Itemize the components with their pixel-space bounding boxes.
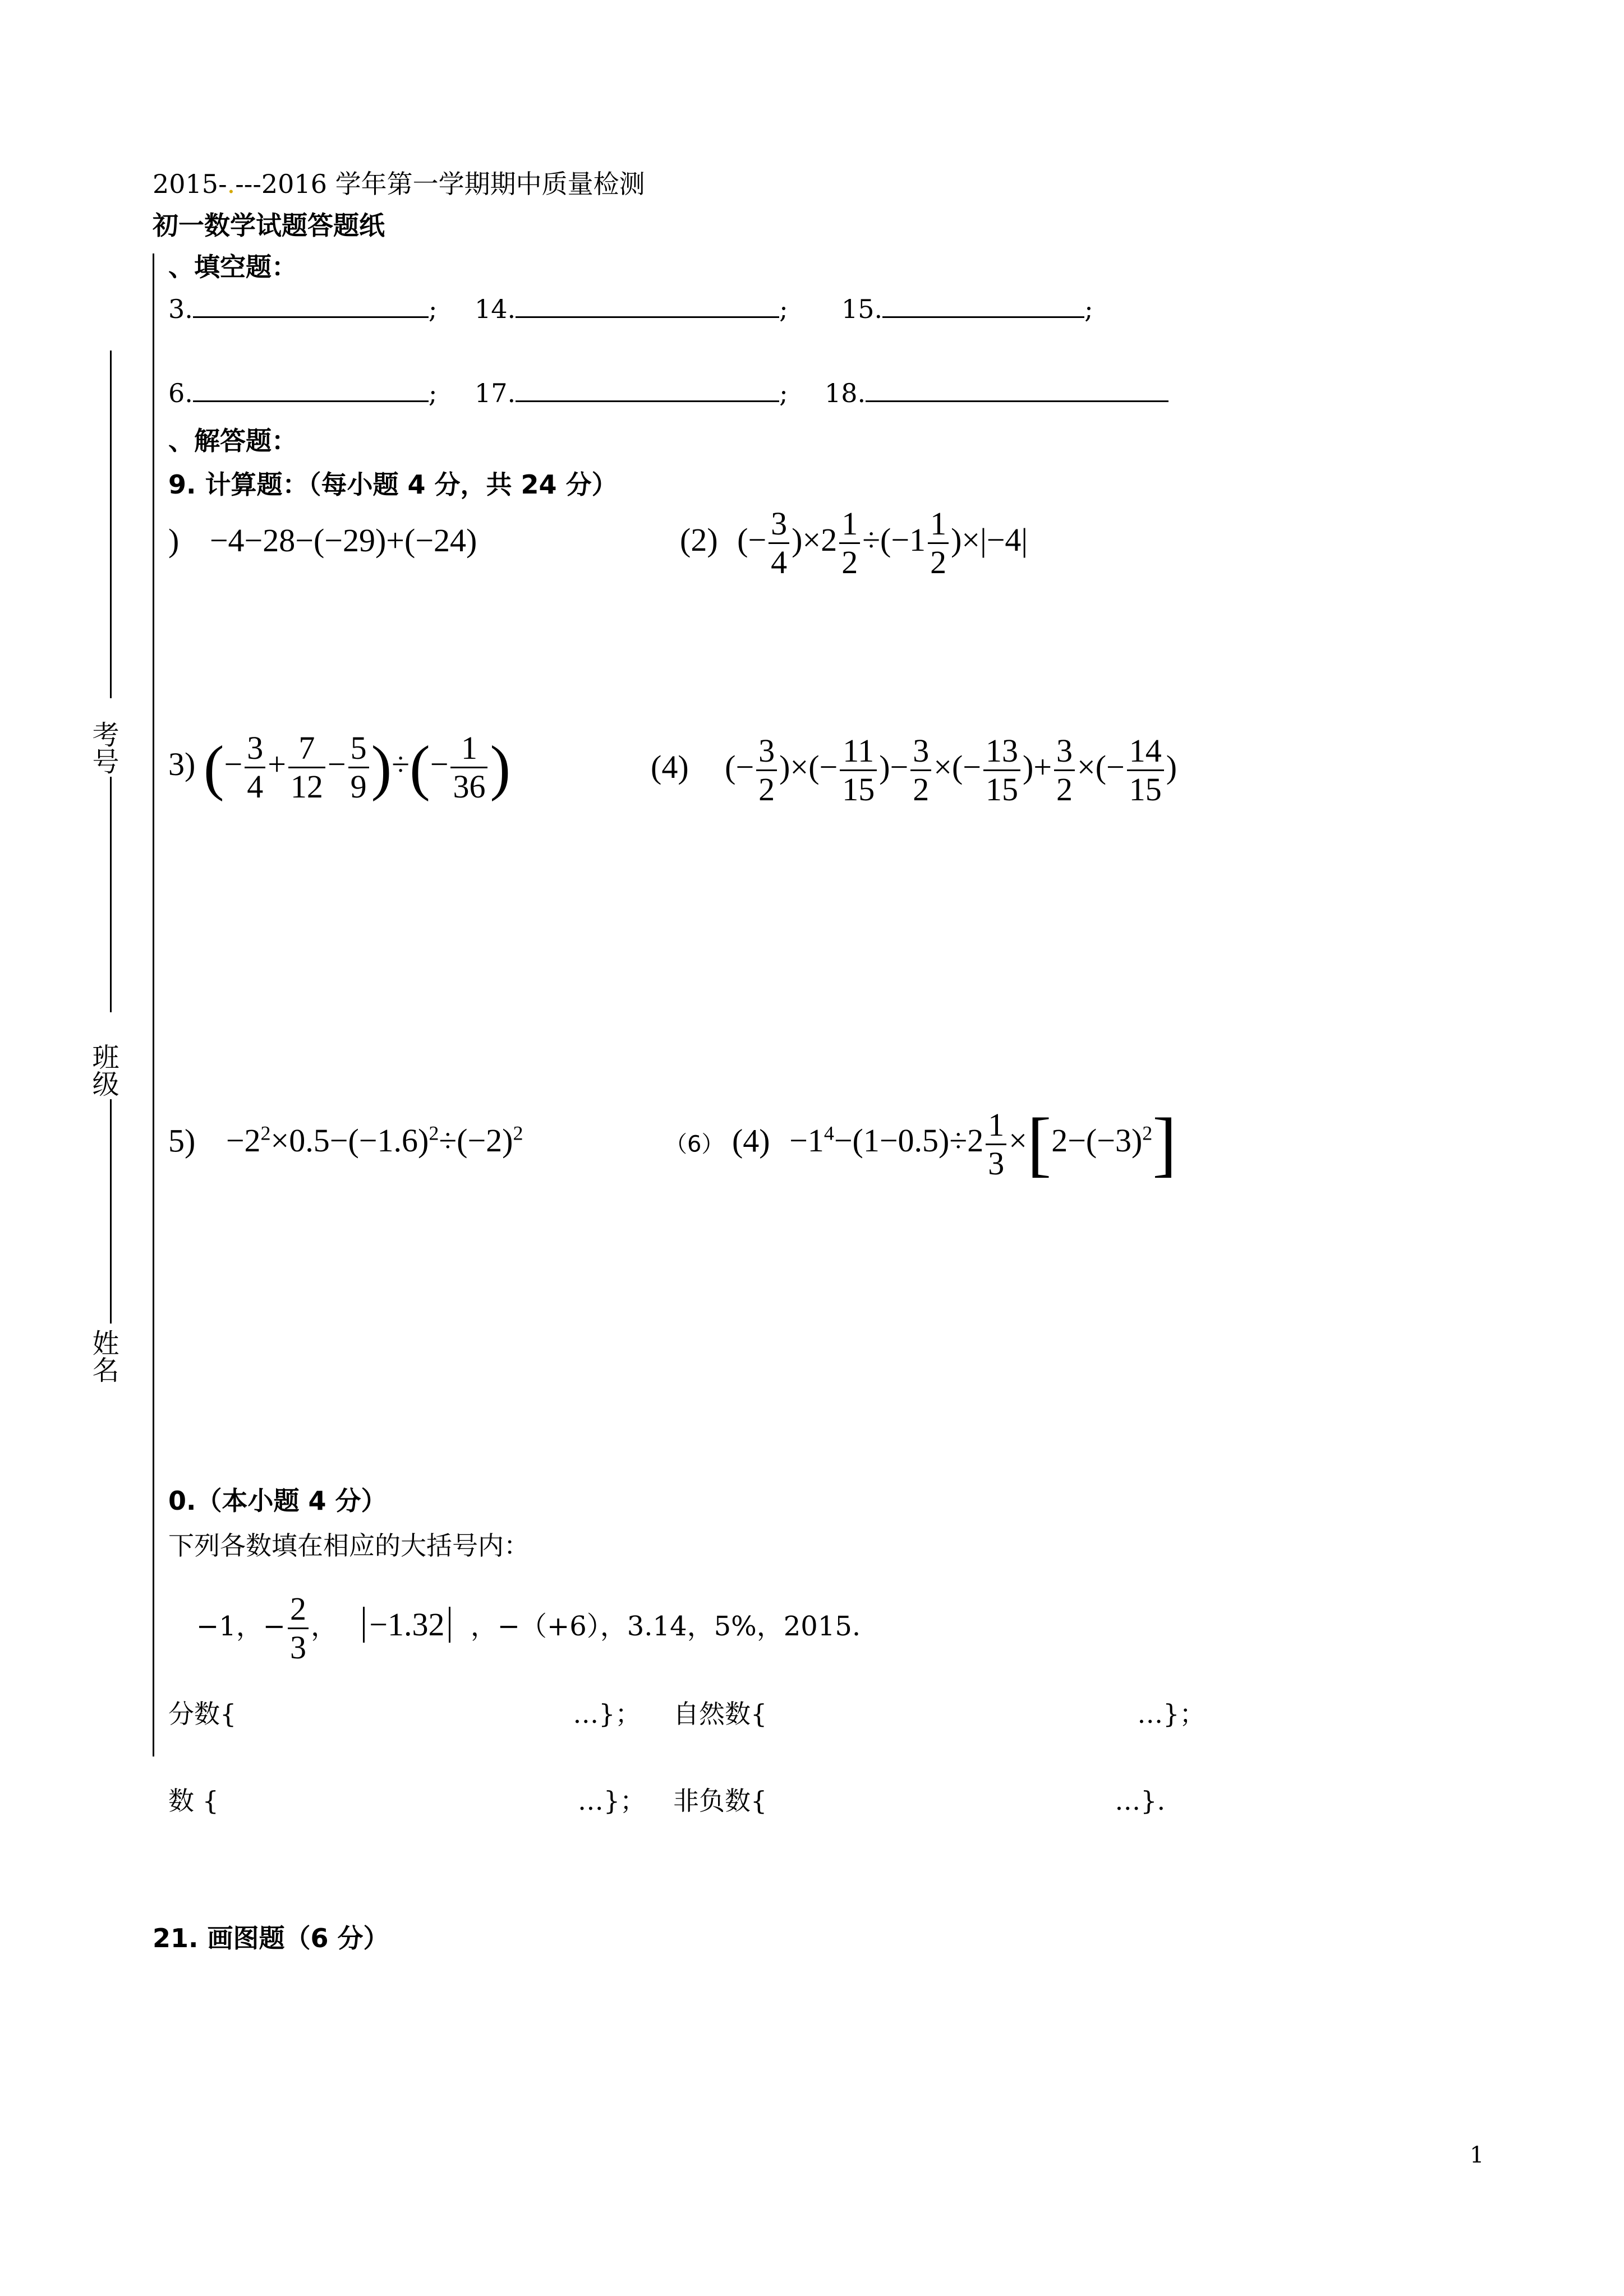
q20-title: 0.（本小题 4 分） bbox=[168, 1486, 387, 1516]
fill-item-15 bbox=[841, 291, 1093, 324]
fraction-denominator: 3 bbox=[288, 1628, 309, 1664]
name-line bbox=[110, 1099, 112, 1324]
problem-5-label: 5) bbox=[168, 1122, 196, 1159]
answer-sheet-subtitle: 初一数学试题答题纸 bbox=[153, 210, 385, 241]
section1-title: 、填空题： bbox=[168, 252, 297, 282]
problem-6: （6） $(4) -1^4-(1-0.5)\div 2$ $\frac{1}{3}$ $\times[2-(-3)^2]$ bbox=[665, 1104, 1177, 1184]
problem-5: $5) -2^2\times 0.5-(-1.6)^2\div(-2)^2$ bbox=[168, 1122, 523, 1159]
dash-mark: - bbox=[218, 169, 227, 199]
problem-1 bbox=[168, 522, 477, 559]
numbers-part-a: −1，− bbox=[196, 1611, 286, 1642]
item-16-label: 6. bbox=[168, 378, 193, 408]
dashes: --- bbox=[235, 169, 261, 199]
set-number-end: …}； bbox=[577, 1786, 646, 1816]
set-nonnegative-label: 非负数{ bbox=[673, 1786, 767, 1816]
fill-row-1 bbox=[168, 291, 437, 324]
set-natural-label: 自然数{ bbox=[673, 1699, 767, 1729]
answer-blank-18[interactable] bbox=[866, 375, 1168, 402]
numbers-part-b: ， bbox=[310, 1611, 338, 1642]
separator: ; bbox=[779, 294, 788, 324]
problem-6-sub-label: (4) bbox=[732, 1122, 770, 1159]
fill-item-17 bbox=[475, 375, 788, 408]
problem-1-label: ) bbox=[168, 522, 180, 559]
problem-3: 3) (− $\frac{3}{4}$ + $\frac{7}{12}$ − $\frac{5}{9}$ )÷(− $\frac{1}{36}$ ) bbox=[168, 730, 511, 805]
absolute-value: −1.32 bbox=[363, 1607, 450, 1643]
problem-4: (4) (− $\frac{3}{2}$ )×(− $\frac{11}{15}$ )− $\frac{3}{2}$ ×(− $\frac{13}{15}$ )+ $\frac{3}{2}$ ×(− $\frac{14}{15}$ ) bbox=[651, 732, 1177, 808]
set-natural-end: …}； bbox=[1137, 1699, 1206, 1729]
dot-mark: . bbox=[227, 169, 236, 199]
separator: ; bbox=[428, 294, 438, 324]
problem-2-label: (2) bbox=[680, 521, 718, 558]
set-fraction bbox=[168, 1694, 641, 1731]
q20-number-list bbox=[196, 1590, 861, 1666]
separator: ; bbox=[428, 378, 438, 408]
section2-title: 、解答题： bbox=[168, 426, 297, 456]
binding-line bbox=[153, 253, 154, 1756]
name-label: 姓名 bbox=[88, 1329, 119, 1383]
fraction-numerator: 2 bbox=[289, 1590, 306, 1627]
fill-item-18 bbox=[825, 375, 1168, 408]
q19-title: 9. 计算题：（每小题 4 分，共 24 分） bbox=[168, 469, 618, 500]
item-14-label: 14. bbox=[475, 294, 516, 324]
q20-instruction: 下列各数填在相应的大括号内： bbox=[168, 1530, 530, 1561]
answer-blank-17[interactable] bbox=[516, 375, 779, 402]
problem-1-expression: −4−28−(−29)+(−24) bbox=[209, 522, 477, 559]
set-nonnegative bbox=[673, 1781, 1165, 1818]
set-fraction-end: …}； bbox=[573, 1699, 641, 1729]
set-number-label: 数 { bbox=[168, 1786, 219, 1816]
set-natural bbox=[673, 1694, 1206, 1731]
problem-4-label: (4) bbox=[651, 748, 689, 785]
problem-2: (2) (− $\frac{3}{4}$ )×2 $\frac{1}{2}$ ÷(−1 $\frac{1}{2}$ )×|−4| bbox=[680, 505, 1028, 580]
separator: ; bbox=[1084, 294, 1093, 324]
exam-no-label: 考号 bbox=[88, 721, 119, 774]
numbers-part-c: ，−（+6），3.14，5%，2015. bbox=[470, 1611, 861, 1642]
item-18-label: 18. bbox=[825, 378, 866, 408]
class-label: 班级 bbox=[88, 1043, 119, 1097]
set-nonnegative-end: …}. bbox=[1115, 1786, 1166, 1816]
answer-blank-13[interactable] bbox=[193, 291, 429, 318]
page-number: 1 bbox=[1470, 2142, 1484, 2168]
q21-title: 21. 画图题（6 分） bbox=[153, 1923, 389, 1953]
set-fraction-label: 分数{ bbox=[168, 1699, 237, 1729]
answer-blank-14[interactable] bbox=[516, 291, 779, 318]
title-line: 2016 学年第一学期期中质量检测 bbox=[261, 169, 645, 199]
set-number bbox=[168, 1781, 646, 1818]
year-left: 2015 bbox=[153, 169, 219, 199]
fill-item-14 bbox=[475, 291, 788, 324]
class-line bbox=[110, 777, 112, 1012]
answer-blank-15[interactable] bbox=[882, 291, 1084, 318]
separator: ; bbox=[779, 378, 788, 408]
problem-6-label: （6） bbox=[665, 1131, 724, 1158]
exam-no-line bbox=[110, 351, 112, 698]
exam-title bbox=[153, 164, 645, 201]
item-17-label: 17. bbox=[475, 378, 516, 408]
fill-row-2 bbox=[168, 375, 437, 408]
item-13-label: 3. bbox=[168, 294, 193, 324]
problem-3-label: 3) bbox=[168, 745, 196, 782]
answer-blank-16[interactable] bbox=[193, 375, 429, 402]
item-15-label: 15. bbox=[841, 294, 883, 324]
